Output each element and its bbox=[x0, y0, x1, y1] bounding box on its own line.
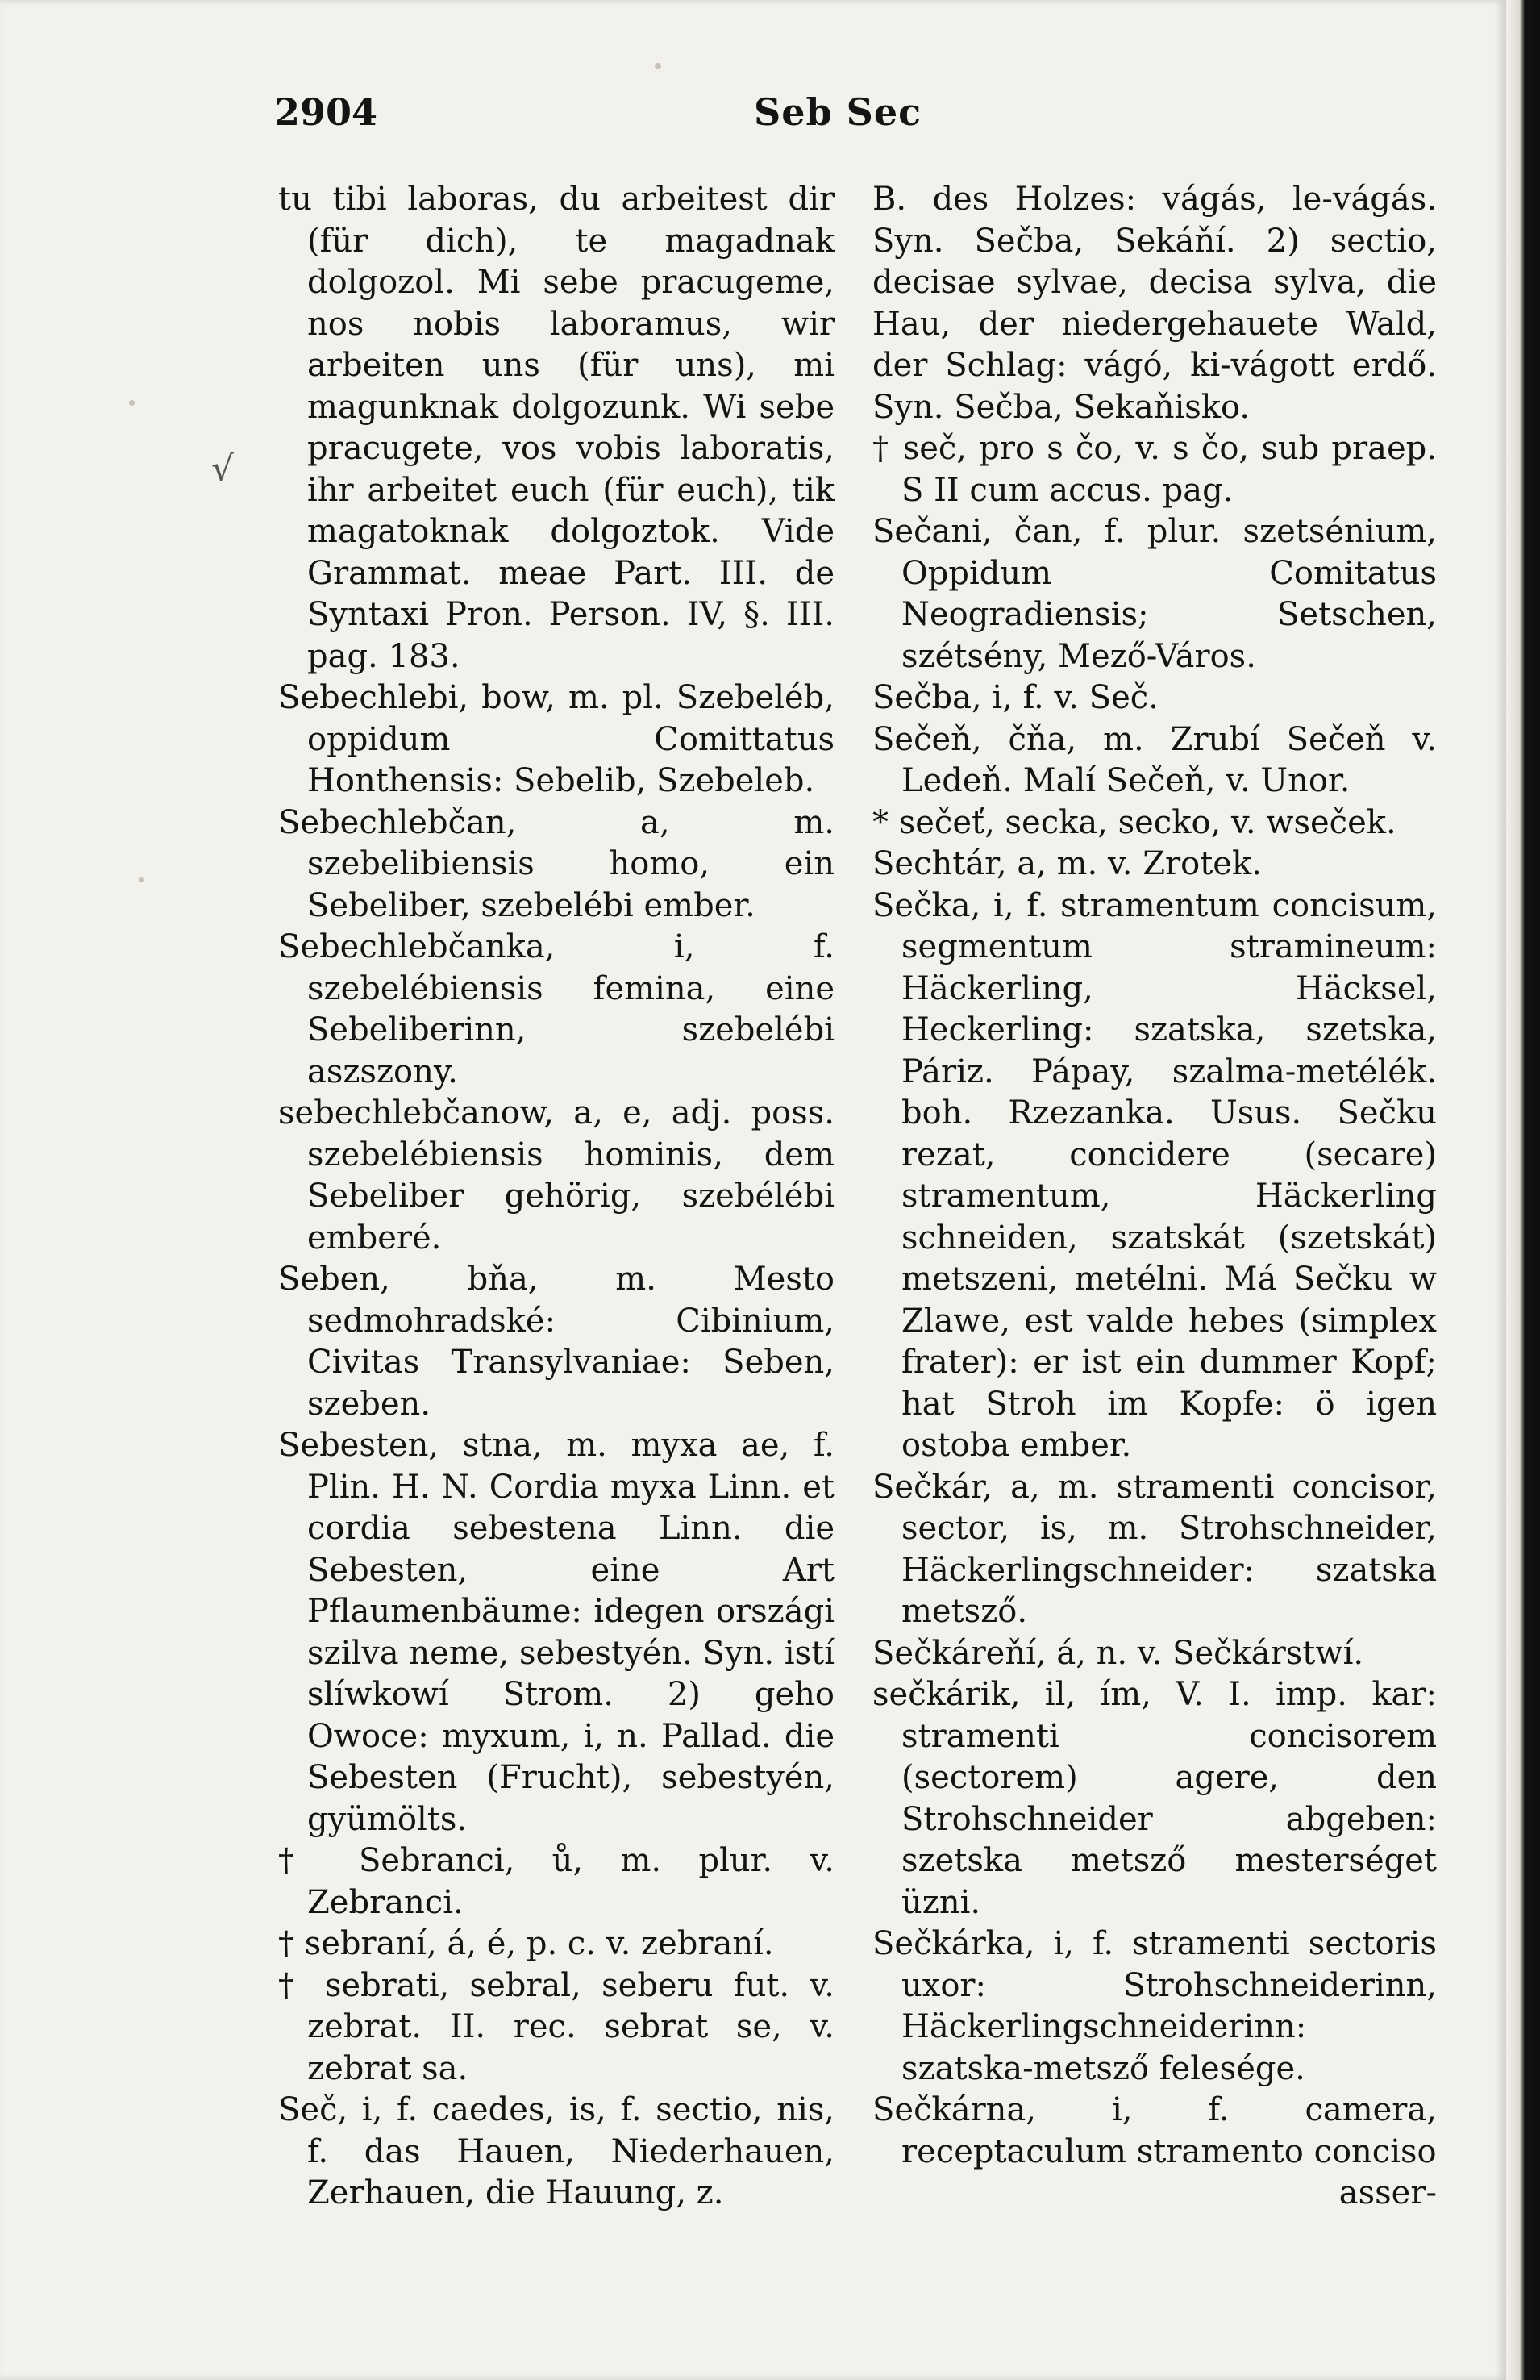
dictionary-entry: Sečkárka, i, f. stramenti sectoris uxor: Strohschneiderinn, Häckerlingschneiderinn: szatska-metsző felesége. bbox=[872, 1925, 1437, 2087]
dictionary-entry: Sechtár, a, m. v. Zrotek. bbox=[872, 845, 1262, 882]
dictionary-entry: * sečeť, secka, secko, v. wseček. bbox=[872, 803, 1396, 841]
dictionary-entry: † seč, pro s čo, v. s čo, sub praep. S II cum accus. pag. bbox=[872, 430, 1437, 509]
dictionary-entry: Sebechlebčan, a, m. szebelibiensis homo, ein Sebeliber, szebelébi ember. bbox=[278, 803, 835, 924]
dictionary-entry: Sečkárna, i, f. camera, receptaculum stramento conciso bbox=[872, 2091, 1437, 2170]
dictionary-entry: Sebechlebi, bow, m. pl. Szebeléb, oppidum Comittatus Honthensis: Sebelib, Szebeleb. bbox=[278, 679, 835, 799]
page-number: 2904 bbox=[274, 90, 378, 134]
dictionary-entry: Sečkár, a, m. stramenti concisor, sector, is, m. Strohschneider, Häckerlingschneider: szatska metsző. bbox=[872, 1468, 1437, 1630]
dictionary-entry: Sečkáreňí, á, n. v. Sečkárstwí. bbox=[872, 1634, 1364, 1672]
dictionary-entry: Sečba, i, f. v. Seč. bbox=[872, 679, 1159, 716]
dictionary-entry: Sečka, i, f. stramentum concisum, segmentum stramineum: Häckerling, Häcksel, Heckerling: szatska, szetska, Páriz. Pápay, szalma-metélék. boh. Rzezanka. Usus. Sečku rezat, concidere (secare) stramentum, Häckerling schneiden, szatskát (szetskát) metszeni, metélni. Má Sečku w Zlawe, est valde hebes (simplex frater): er ist ein dummer Kopf; hat Stroh im Kopfe: ö igen ostoba ember. bbox=[872, 886, 1437, 1464]
left-column bbox=[278, 179, 835, 2215]
catchword: asser- bbox=[1338, 2174, 1437, 2211]
dictionary-entry: sebechlebčanow, a, e, adj. poss. szebelébiensis hominis, dem Sebeliber gehörig, szebélébi emberé. bbox=[278, 1094, 835, 1257]
dictionary-entry-continued: B. des Holzes: vágás, le-vágás. Syn. Sečba, Sekáňí. 2) sectio, decisae sylvae, decisa sylva, die Hau, der niedergehauete Wald, der Schlag: vágó, ki-vágott erdő. Syn. Sečba, Sekaňisko. bbox=[872, 181, 1437, 426]
dictionary-entry: † Sebranci, ů, m. plur. v. Zebranci. bbox=[278, 1842, 835, 1921]
page-edge bbox=[1506, 0, 1540, 2380]
margin-check-mark: √ bbox=[211, 448, 235, 490]
paper-speck bbox=[655, 63, 661, 69]
dictionary-entry: Sebesten, stna, m. myxa ae, f. Plin. H. N. Cordia myxa Linn. et cordia sebestena Linn. die Sebesten, eine Art Pflaumenbäume: idegen országi szilva neme, sebestyén. Syn. istí slíwkowí Strom. 2) geho Owoce: myxum, i, n. Pallad. die Sebesten (Frucht), sebestyén, gyümölts. bbox=[278, 1427, 835, 1838]
right-column bbox=[872, 179, 1437, 2215]
dictionary-entry: Sečani, čan, f. plur. szetsénium, Oppidum Comitatus Neogradiensis; Setschen, szétsény, Mező-Város. bbox=[872, 513, 1437, 675]
dictionary-entry: Sebechlebčanka, i, f. szebelébiensis femina, eine Sebeliberinn, szebelébi aszszony. bbox=[278, 928, 835, 1090]
running-head: Seb Sec bbox=[754, 90, 922, 134]
dictionary-entry: † sebraní, á, é, p. c. v. zebraní. bbox=[278, 1925, 774, 1962]
page-header bbox=[0, 90, 1506, 147]
paper-speck bbox=[139, 877, 144, 882]
dictionary-entry: † sebrati, sebral, seberu fut. v. zebrat. II. rec. sebrat se, v. zebrat sa. bbox=[278, 1966, 835, 2087]
dictionary-entry: tu tibi laboras, du arbeitest dir (für dich), te magadnak dolgozol. Mi sebe pracugeme, nos nobis laboramus, wir arbeiten uns (für uns), mi magunknak dolgozunk. Wi sebe pracugete, vos vobis laboratis, ihr arbeitet euch (für euch), tik magatoknak dolgoztok. Vide Grammat. meae Part. III. de Syntaxi Pron. Person. IV, §. III. pag. 183. bbox=[278, 181, 835, 675]
dictionary-entry: Seč, i, f. caedes, is, f. sectio, nis, f. das Hauen, Niederhauen, Zerhauen, die Hauung, z. bbox=[278, 2091, 835, 2211]
dictionary-entry: Seben, bňa, m. Mesto sedmohradské: Cibinium, Civitas Transylvaniae: Seben, szeben. bbox=[278, 1261, 835, 1423]
dictionary-entry: Sečeň, čňa, m. Zrubí Sečeň v. Ledeň. Malí Sečeň, v. Unor. bbox=[872, 720, 1437, 799]
paper-speck bbox=[129, 400, 135, 406]
dictionary-entry: sečkárik, il, ím, V. I. imp. kar: stramenti concisorem (sectorem) agere, den Strohschneider abgeben: szetska metsző mesterséget üzni. bbox=[872, 1676, 1437, 1921]
